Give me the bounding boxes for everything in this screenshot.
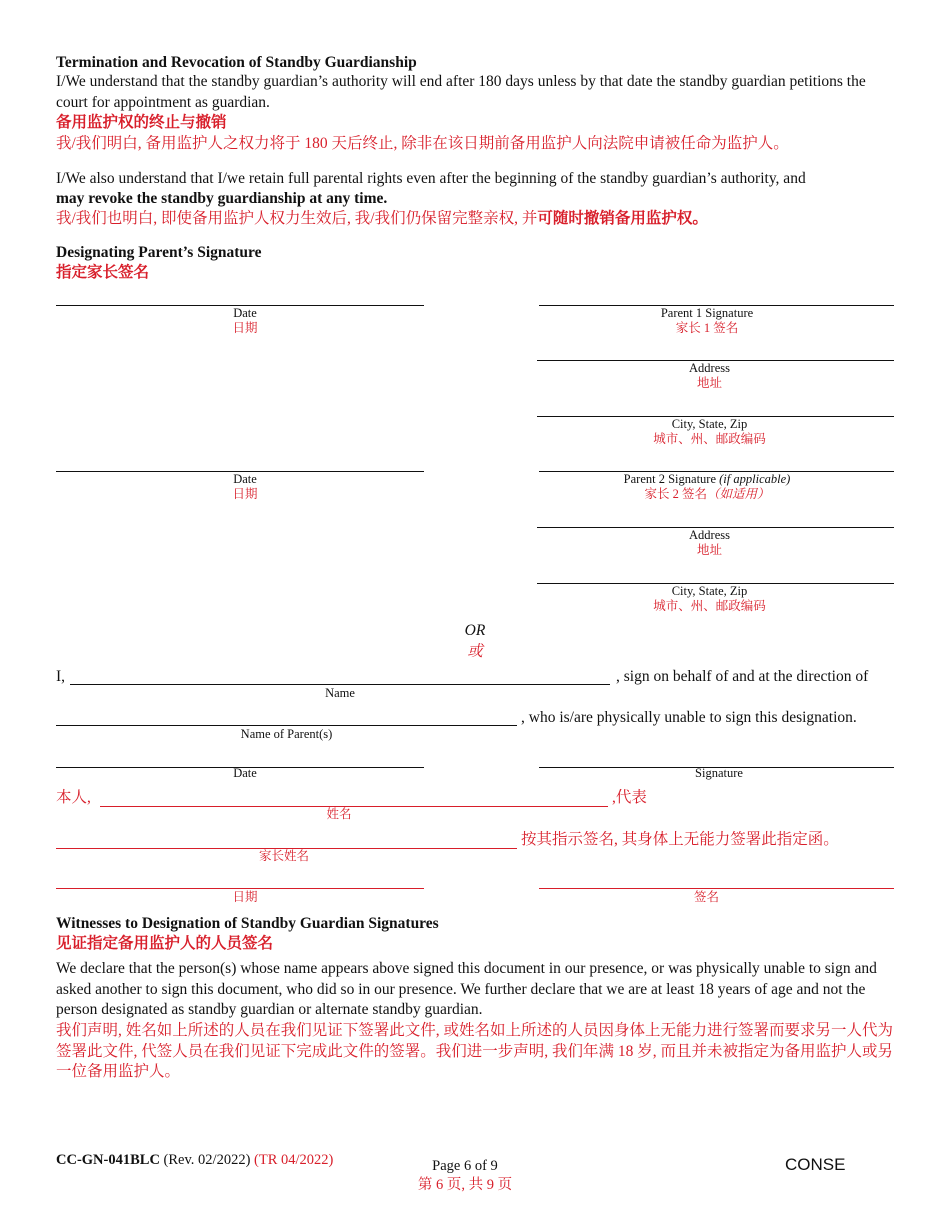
behalf-date-caption-zh: 日期 <box>232 890 258 904</box>
parent-2-note-zh: （如适用） <box>707 487 770 501</box>
address-label-zh: 地址 <box>696 543 722 557</box>
city-label-zh: 城市、州、邮政编码 <box>653 432 766 446</box>
witnesses-body-zh: 我们声明, 姓名如上所述的人员在我们见证下签署此文件, 或姓名如上所述的人员因身体上无能力进行签署而要求另一人代为签署此文件, 代签人员在我们见证下完成此文件的签署。我们进一步声明, 我们年满 18 岁, 而且并未被指定为备用监护人或另一位备用监护人。 <box>56 1022 894 1080</box>
or-divider: OR <box>464 622 486 639</box>
parent-1-signature-caption <box>537 306 877 336</box>
behalf-signature-caption: Signature <box>695 766 743 780</box>
parent-2-note: (if applicable) <box>719 472 791 486</box>
termination-body-zh: 我/我们明白, 备用监护人之权力将于 180 天后终止, 除非在该日期前备用监护人向法院申请被任命为监护人。 <box>56 135 789 152</box>
footer-form-id <box>56 1150 333 1170</box>
unable-to-sign-text: , who is/are physically unable to sign this designation. <box>521 709 857 726</box>
date-label: Date <box>233 472 257 486</box>
parent-2-signature-caption <box>537 472 877 502</box>
termination-heading: Termination and Revocation of Standby Guardianship <box>56 54 417 71</box>
date-2-caption <box>56 472 434 502</box>
address-2-caption <box>537 528 882 558</box>
address-1-caption <box>537 361 882 391</box>
date-label-zh: 日期 <box>232 487 258 501</box>
date-label-zh: 日期 <box>232 321 258 335</box>
parent-2-label <box>624 472 791 486</box>
witnesses-heading-zh: 见证指定备用监护人的人员签名 <box>56 935 274 952</box>
retain-zh: 我/我们也明白, 即使备用监护人权力生效后, 我/我们仍保留完整亲权, 并 <box>56 210 538 227</box>
witnesses-heading: Witnesses to Designation of Standby Guardian Signatures <box>56 915 439 932</box>
designating-heading-zh: 指定家长签名 <box>56 264 150 281</box>
parent-name-line[interactable] <box>56 725 517 726</box>
parent-2-label-zh <box>537 487 877 502</box>
witnesses-body: We declare that the person(s) whose name appears above signed this document in our presence, or was physically unable to sign and asked another to sign this document, who did so in our presence. We further declare that we are at least 18 years of age and not the person designated as standby guardian or alternate standby guardian. <box>56 960 877 1018</box>
revoke-zh: 可随时撤销备用监护权。 <box>537 210 708 227</box>
termination-heading-zh: 备用监护权的终止与撤销 <box>56 114 227 131</box>
parent-1-label: Parent 1 Signature <box>660 306 754 320</box>
address-label: Address <box>689 361 730 375</box>
city-1-caption <box>537 417 882 447</box>
behalf-date-line-zh[interactable] <box>56 888 424 889</box>
date-1-caption <box>56 306 434 336</box>
page-number-zh: 第 6 页, 共 9 页 <box>417 1177 513 1193</box>
parent-name-caption: Name of Parent(s) <box>240 727 333 741</box>
designating-heading: Designating Parent’s Signature <box>56 244 262 261</box>
sign-on-behalf-text: , sign on behalf of and at the direction of <box>616 668 869 685</box>
address-label-zh: 地址 <box>696 376 722 390</box>
section-label: CONSE <box>785 1155 846 1174</box>
unable-to-sign-text-zh: 按其指示签名, 其身体上无能力签署此指定函。 <box>521 831 839 848</box>
signer-name-line[interactable] <box>70 684 610 685</box>
termination-body: I/We understand that the standby guardian’s authority will end after 180 days unless by that date the standby guardian petitions the court for appointment as guardian. <box>56 73 866 111</box>
city-label-zh: 城市、州、邮政编码 <box>653 599 766 613</box>
address-label: Address <box>689 528 730 542</box>
parent-name-caption-zh: 家长姓名 <box>258 849 309 863</box>
page-number: Page 6 of 9 <box>432 1158 498 1174</box>
form-tr: (TR 04/2022) <box>254 1152 334 1168</box>
parent-2-label-text-zh: 家长 2 签名 <box>644 487 707 501</box>
city-2-caption <box>537 584 882 614</box>
behalf-date-caption: Date <box>233 766 257 780</box>
revoke-text: may revoke the standby guardianship at any time. <box>56 190 388 207</box>
form-rev: (Rev. 02/2022) <box>163 1152 251 1168</box>
parent-2-label-text: Parent 2 Signature <box>623 472 717 486</box>
form-id: CC-GN-041BLC <box>56 1152 160 1168</box>
signer-name-caption: Name <box>325 686 355 700</box>
retain-rights-text-zh <box>56 209 708 229</box>
i-label-zh: 本人, <box>56 789 91 806</box>
or-divider-zh: 或 <box>467 643 483 660</box>
date-label: Date <box>233 306 257 320</box>
signer-name-caption-zh: 姓名 <box>326 807 352 821</box>
behalf-signature-caption-zh: 签名 <box>693 890 719 904</box>
city-label: City, State, Zip <box>671 584 748 598</box>
city-label: City, State, Zip <box>671 417 748 431</box>
i-label: I, <box>56 668 66 685</box>
retain-rights-text: I/We also understand that I/we retain full parental rights even after the beginning of the standby guardian’s authority, and <box>56 170 806 187</box>
parent-1-label-zh: 家长 1 签名 <box>675 321 739 335</box>
behalf-signature-line-zh[interactable] <box>539 888 894 889</box>
on-behalf-text-zh: ,代表 <box>612 789 647 806</box>
